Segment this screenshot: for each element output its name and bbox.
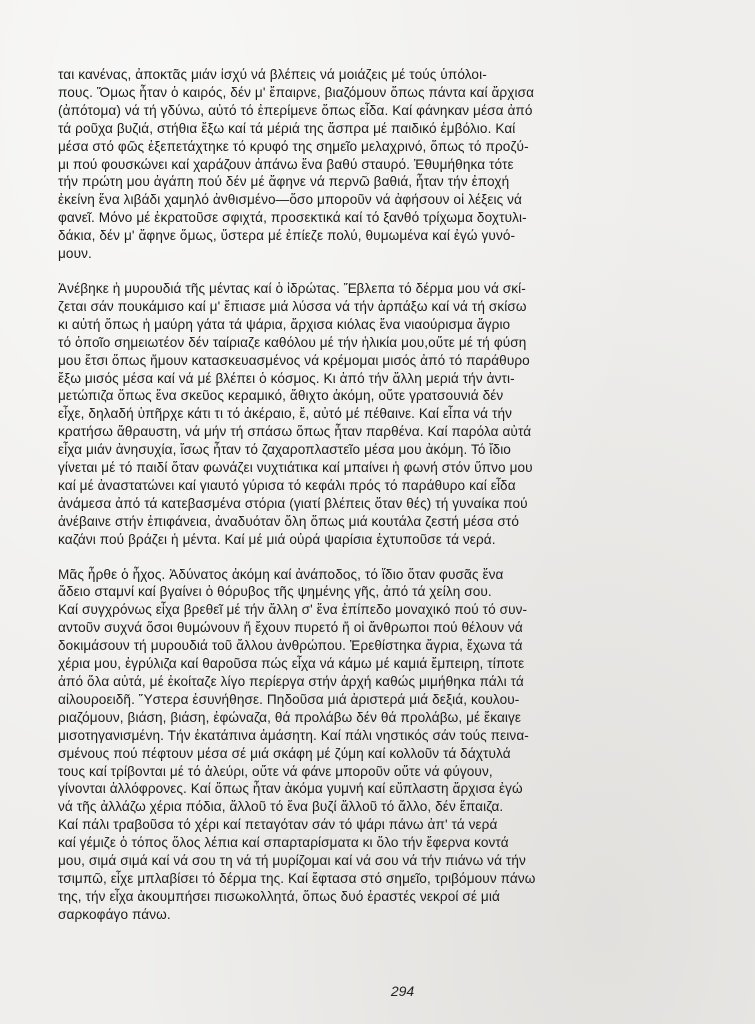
- text-line: ἄδειο σταμνί καί βγαίνει ὁ θόρυβος τῆς ψημένης γῆς, ἀπό τά χείλη σου.: [58, 584, 492, 600]
- text-line: νά τῆς ἀλλάζω χέρια πόδια, ἄλλοῦ τό ἕνα βυζί ἄλλοῦ τό ἄλλο, δέν ἔπαιζα.: [58, 799, 504, 815]
- text-line: ζεται σάν πουκάμισο καί μ' ἔπιασε μιά λύσσα νά τήν ἁρπάξω καί νά τή σκίσω: [58, 298, 527, 314]
- body-text: [58, 66, 718, 941]
- text-line: ριαζόμουν, βιάση, βιάση, ἐφώναζα, θά προλάβω δέν θά προλάβω, μέ ἔκαιγε: [58, 709, 522, 725]
- text-line: μουν.: [58, 246, 92, 262]
- text-line: χέρια μου, ἐγρύλιζα καί θαροῦσα πώς εἶχα νά κάμω μέ καμιά ἔμπειρη, τίποτε: [58, 656, 525, 672]
- text-line: ἀνάμεσα ἀπό τά κατεβασμένα στόρια (γιατί βλέπεις ὅταν θές) τή γυναίκα πού: [58, 495, 528, 511]
- text-line: ἀπό ὅλα αὐτά, μέ ἐκοίταζε λίγο περίεργα στήν ἀρχή καθώς μιμήθηκα πάλι τά: [58, 674, 524, 689]
- text-line: εἶχα μιάν ἀνησυχία, ἴσως ἦταν τό ζαχαροπλαστεῖο μέσα μου ἀκόμη. Τό ἴδιο: [58, 442, 511, 458]
- text-line: καζάνι πού βράζει ἡ μέντα. Καί μέ μιά οὐρά ψαρίσια ἐχτυποῦσε τά νερά.: [58, 531, 496, 547]
- text-line: μετώπιζα ὅπως ἕνα σκεῦος κεραμικό, ἄθιχτο ἀκόμη, οὔτε γρατσουνιά δέν: [58, 388, 504, 404]
- text-line: της, τήν εἶχα ἀκουμπήσει πισωκολλητά, ὅπως δυό ἐραστές νεκροί σέ μιά: [58, 888, 500, 904]
- paragraph-1: [58, 66, 718, 263]
- paragraph-3: [58, 566, 718, 924]
- text-line: Μᾶς ἦρθε ὁ ἦχος. Ἀδύνατος ἀκόμη καί ἀνάποδος, τό ἴδιο ὅταν φυσᾶς ἕνα: [58, 566, 504, 582]
- text-line: εἶχε, δηλαδή ὑπῆρχε κάτι τι τό ἀκέραιο, ἔ, αὐτό μέ πέθαινε. Καί εἶπα νά τήν: [58, 406, 513, 422]
- text-line: δοκιμάσουν τή μυρουδιά τοῦ ἄλλου ἀνθρώπου. Ἐρεθίστηκα ἄγρια, ἔχωνα τά: [58, 638, 523, 654]
- text-line: φανεῖ. Μόνο μέ ἐκρατοῦσε σφιχτά, προσεκτικά καί τό ξανθό τρίχωμα δοχτυλι-: [58, 210, 527, 226]
- text-line: μι πού φουσκώνει καί χαράζουν ἀπάνω ἕνα βαθύ σταυρό. Ἐθυμήθηκα τότε: [58, 156, 514, 172]
- text-line: τήν πρώτη μου ἀγάπη πού δέν μέ ἄφηνε νά περνῶ βαθιά, ἦταν τήν ἐποχή: [58, 174, 510, 190]
- text-line: Ἀνέβηκε ἡ μυρουδιά τῆς μέντας καί ὁ ἱδρώτας. Ἔβλεπα τό δέρμα μου νά σκί-: [58, 280, 526, 296]
- text-line: (ἀπότομα) νά τή γδύνω, αὐτό τό ἐπερίμενε ὅπως εἶδα. Καί φάνηκαν μέσα ἀπό: [58, 102, 533, 118]
- text-line: τους καί τρίβονται μέ τό ἀλεύρι, οὔτε νά φάνε μποροῦν οὔτε νά φύγουν,: [58, 763, 493, 779]
- text-line: κρατήσω ἄθραυστη, νά μήν τή σπάσω ὅπως ἦταν παρθένα. Καί παρόλα αὐτά: [58, 424, 532, 440]
- text-line: τό ὁποῖο σημειωτέον δέν ταίριαζε καθόλου μέ τήν ἡλικία μου,οὔτε μέ τή φύση: [58, 334, 527, 350]
- text-line: ἔξω μισός μέσα καί νά μέ βλέπει ὁ κόσμος. Κι ἀπό τήν ἄλλη μεριά τήν ἀντι-: [58, 370, 515, 386]
- text-line: γίνεται μέ τό παιδί ὅταν φωνάζει νυχτιάτικα καί μπαίνει ἡ φωνή στόν ὕπνο μου: [58, 460, 533, 476]
- text-line: σαρκοφάγο πάνω.: [58, 906, 171, 922]
- text-line: καί μέ ἀναστατώνει καί γιαυτό γύρισα τό κεφάλι πρός τό παράθυρο καί εἶδα: [58, 477, 516, 493]
- text-line: καί γέμιζε ὁ τόπος ὅλος λέπια καί σπαρταρίσματα κι ὅλο τήν ἔφερνα κοντά: [58, 835, 509, 851]
- text-line: μισοτηγανισμένη. Τήν ἐκατάπινα ἀμάσητη. Καί πάλι νηστικός σάν τούς πεινα-: [58, 727, 529, 743]
- text-line: μου, σιμά σιμά καί νά σου τη νά τή μυρίζομαι καί νά σου νά τήν πιάνω νά τήν: [58, 853, 526, 869]
- text-line: γίνονται ἀλλόφρονες. Καί ὅπως ἦταν ἀκόμα γυμνή καί εὔπλαστη ἄρχισα ἐγώ: [58, 781, 523, 797]
- text-line: πους. Ὅμως ἦταν ὁ καιρός, δέν μ' ἔπαιρνε, βιαζόμουν ὅπως πάντα καί ἄρχισα: [58, 84, 535, 100]
- paragraph-2: [58, 280, 718, 549]
- page-number: 294: [390, 983, 415, 999]
- text-line: ται κανένας, ἀποκτᾶς μιάν ἰσχύ νά βλέπεις νά μοιάζεις μέ τούς ὑπόλοι-: [58, 67, 487, 82]
- text-line: ἐκείνη ἕνα λιβάδι χαμηλό ἀνθισμένο—ὅσο μποροῦν νά ἀφήσουν οἱ λέξεις νά: [58, 192, 522, 208]
- text-line: κι αὐτή ὅπως ἡ μαύρη γάτα τά ψάρια, ἄρχισα κιόλας ἕνα νιαούρισμα ἄγριο: [58, 316, 511, 332]
- text-line: σμένους πού πέφτουν μέσα σέ μιά σκάφη μέ ζύμη καί κολλοῦν τά δάχτυλά: [58, 745, 511, 761]
- text-line: ἀνέβαινε στήν ἐπιφάνεια, ἀναδυόταν ὅλη ὅπως μιά κουτάλα ζεστή μέσα στό: [58, 513, 520, 529]
- text-line: Καί συγχρόνως εἶχα βρεθεῖ μέ τήν ἄλλη σ' ἕνα ἐπίπεδο μοναχικό πού τό συν-: [58, 602, 528, 618]
- text-line: τά ροῦχα βυζιά, στήθια ἔξω καί τά μέριά της ἄσπρα μέ παιδικό ἐμβόλιο. Καί: [58, 120, 516, 136]
- text-line: τσιμπῶ, εἶχε μπλαβίσει τό δέρμα της. Καί ἔφτασα στό σημεῖο, τριβόμουν πάνω: [58, 870, 536, 886]
- text-line: μου ἔτσι ὅπως ἤμουν κατασκευασμένος νά κρέμομαι μισός ἀπό τό παράθυρο: [58, 352, 530, 368]
- text-line: αἰλουροειδῆ. Ὕστερα ἐσυνήθησε. Πηδοῦσα μιά ἀριστερά μιά δεξιά, κουλου-: [58, 691, 520, 707]
- text-line: δάκια, δέν μ' ἄφηνε ὅμως, ὕστερα μέ ἐπίεζε πολύ, θυμωμένα καί ἐγώ γυνό-: [58, 228, 516, 244]
- text-line: μέσα στό φῶς ἐξεπετάχτηκε τό κρυφό της σημεῖο μελαχρινό, ὅπως τό προζύ-: [58, 138, 529, 154]
- text-line: Καί πάλι τραβοῦσα τό χέρι καί πεταγόταν σάν τό ψάρι πάνω ἀπ' τά νερά: [58, 817, 498, 833]
- text-line: αντοῦν συχνά ὅσοι θυμώνουν ἤ ἔχουν πυρετό ἤ οἱ ἄνθρωποι πού θέλουν νά: [58, 620, 523, 636]
